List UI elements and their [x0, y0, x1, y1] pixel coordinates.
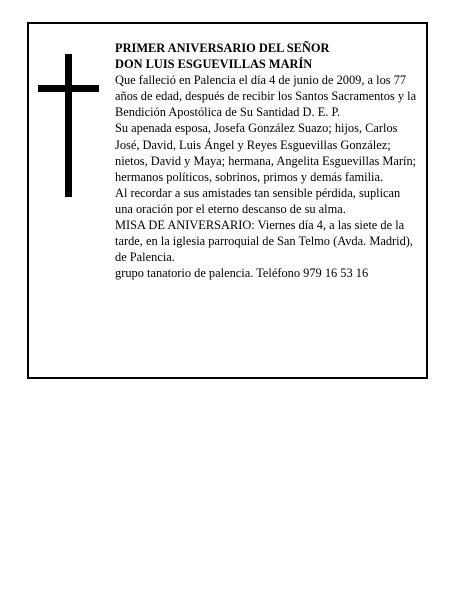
- latin-cross-icon: [38, 54, 99, 197]
- mass-paragraph: MISA DE ANIVERSARIO: Viernes día 4, a las siete de la tarde, en la iglesia parroquial de San Telmo (Avda. Madrid), de Palencia.: [115, 218, 414, 265]
- notice-heading-line1: PRIMER ANIVERSARIO DEL SEÑOR: [115, 41, 330, 55]
- cross-horizontal-bar: [38, 85, 99, 92]
- obituary-text: [115, 40, 417, 281]
- notice-heading-line2: DON LUIS ESGUEVILLAS MARÍN: [115, 57, 313, 72]
- family-paragraph: Su apenada esposa, Josefa González Suazo; hijos, Carlos José, David, Luis Ángel y Reyes Esguevillas González; nietos, David y Maya; hermana, Angelita Esguevillas Marín; hermanos políticos, sobrinos, primos y demás familia.: [115, 121, 417, 184]
- cross-vertical-bar: [65, 54, 72, 197]
- funeral-home-contact: grupo tanatorio de palencia. Teléfono 979 16 53 16: [115, 266, 369, 281]
- request-paragraph: Al recordar a sus amistades tan sensible pérdida, suplican una oración por el eterno descanso de su alma.: [115, 185, 401, 216]
- death-info-paragraph: Que falleció en Palencia el día 4 de junio de 2009, a los 77 años de edad, después de recibir los Santos Sacramentos y la Bendición Apostólica de Su Santidad D. E. P.: [115, 73, 417, 120]
